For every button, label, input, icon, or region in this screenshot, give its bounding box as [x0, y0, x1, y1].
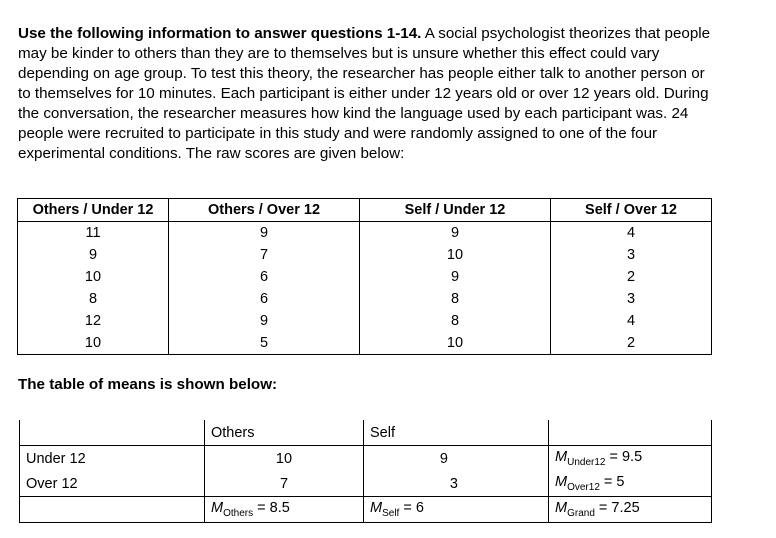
score-cell: 10	[360, 244, 551, 266]
raw-scores-row	[18, 332, 712, 355]
score-cell: 5	[169, 332, 360, 355]
means-row-under12	[20, 446, 712, 472]
score-cell: 9	[169, 310, 360, 332]
raw-scores-body	[18, 222, 712, 355]
score-cell: 8	[360, 310, 551, 332]
raw-scores-row	[18, 222, 712, 245]
marginal-under12: $M_{Under12} = 9.5$	[549, 446, 712, 472]
header-self-under12: Self / Under 12	[360, 199, 551, 222]
marginal-grand: $M_{Grand} = 7.25$	[549, 497, 712, 523]
score-cell: 11	[18, 222, 169, 245]
score-cell: 9	[360, 222, 551, 245]
marginal-over12: $M_{Over12} = 5$	[549, 471, 712, 497]
score-cell: 6	[169, 288, 360, 310]
raw-scores-row	[18, 288, 712, 310]
intro-paragraph	[18, 24, 718, 164]
header-others-over12: Others / Over 12	[169, 199, 360, 222]
means-heading: The table of means is shown below:	[18, 376, 278, 393]
mean-over12-others: 7	[205, 471, 364, 497]
means-row-over12	[20, 471, 712, 497]
raw-scores-header-row	[18, 199, 712, 222]
score-cell: 8	[18, 288, 169, 310]
mean-under12-self: 9	[364, 446, 549, 472]
raw-scores-table	[17, 198, 712, 355]
marginal-corner-cell	[20, 497, 205, 523]
means-header-row	[20, 420, 712, 446]
score-cell: 9	[360, 266, 551, 288]
means-col-self: Self	[364, 420, 549, 446]
score-cell: 10	[18, 266, 169, 288]
header-others-under12: Others / Under 12	[18, 199, 169, 222]
score-cell: 4	[551, 222, 712, 245]
score-cell: 2	[551, 332, 712, 355]
mean-over12-self: 3	[364, 471, 549, 497]
score-cell: 9	[169, 222, 360, 245]
intro-bold-lead: Use the following information to answer questions 1-14.	[18, 25, 422, 42]
score-cell: 4	[551, 310, 712, 332]
score-cell: 10	[360, 332, 551, 355]
score-cell: 7	[169, 244, 360, 266]
means-col-others: Others	[205, 420, 364, 446]
raw-scores-row	[18, 310, 712, 332]
mean-under12-others: 10	[205, 446, 364, 472]
score-cell: 3	[551, 288, 712, 310]
means-marginal-row	[20, 497, 712, 523]
score-cell: 2	[551, 266, 712, 288]
raw-scores-row	[18, 244, 712, 266]
intro-body: A social psychologist theorizes that people may be kinder to others than they are to themselves but is unsure whether this effect could vary depending on age group. To test this theory, the researcher has people either talk to another person or to themselves for 10 minutes. Each participant is either under 12 years old or over 12 years old. During the conversation, the researcher measures how kind the language used by each participant was. 24 people were recruited to participate in this study and were randomly assigned to one of the four experimental conditions. The raw scores are given below:	[18, 25, 711, 162]
score-cell: 12	[18, 310, 169, 332]
means-corner-cell	[20, 420, 205, 446]
score-cell: 6	[169, 266, 360, 288]
header-self-over12: Self / Over 12	[551, 199, 712, 222]
marginal-self: $M_{Self} = 6$	[364, 497, 549, 523]
score-cell: 10	[18, 332, 169, 355]
means-table	[19, 420, 712, 523]
row-label-over12: Over 12	[20, 471, 205, 497]
score-cell: 9	[18, 244, 169, 266]
score-cell: 8	[360, 288, 551, 310]
marginal-others: $M_{Others} = 8.5$	[205, 497, 364, 523]
means-col-marginal	[549, 420, 712, 446]
row-label-under12: Under 12	[20, 446, 205, 472]
score-cell: 3	[551, 244, 712, 266]
raw-scores-row	[18, 266, 712, 288]
